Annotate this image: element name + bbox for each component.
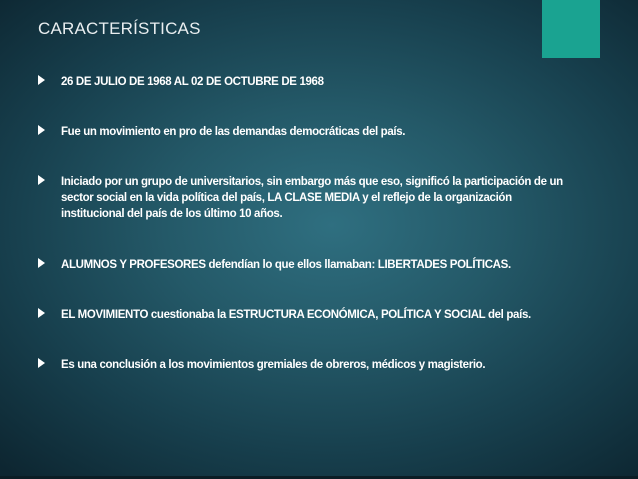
corner-accent-block — [542, 0, 600, 58]
arrow-icon — [38, 125, 45, 135]
bullet-text: ALUMNOS Y PROFESORES defendían lo que ellos llamaban: LIBERTADES POLÍTICAS. — [61, 259, 511, 271]
arrow-icon — [38, 175, 45, 185]
bullet-item — [38, 357, 603, 373]
bullet-text: Es una conclusión a los movimientos gremiales de obreros, médicos y magisterio. — [61, 359, 486, 371]
bullet-item — [38, 307, 603, 323]
bullet-item — [38, 174, 603, 222]
bullet-text: 26 DE JULIO DE 1968 AL 02 DE OCTUBRE DE 1968 — [61, 76, 324, 88]
arrow-icon — [38, 308, 45, 318]
slide-title: CARACTERÍSTICAS — [38, 19, 201, 38]
bullet-item — [38, 74, 603, 90]
arrow-icon — [38, 358, 45, 368]
bullet-text: Iniciado por un grupo de universitarios, sin embargo más que eso, significó la participación de un sector social en la vida política del país, LA CLASE MEDIA y el reflejo de la organización institucional del país de los último 10 años. — [61, 176, 563, 220]
bullet-text: Fue un movimiento en pro de las demandas democráticas del país. — [61, 126, 406, 138]
bullet-item — [38, 124, 603, 140]
bullet-text: EL MOVIMIENTO cuestionaba la ESTRUCTURA ECONÓMICA, POLÍTICA Y SOCIAL del país. — [61, 309, 531, 321]
bullet-item — [38, 257, 603, 273]
arrow-icon — [38, 258, 45, 268]
arrow-icon — [38, 75, 45, 85]
